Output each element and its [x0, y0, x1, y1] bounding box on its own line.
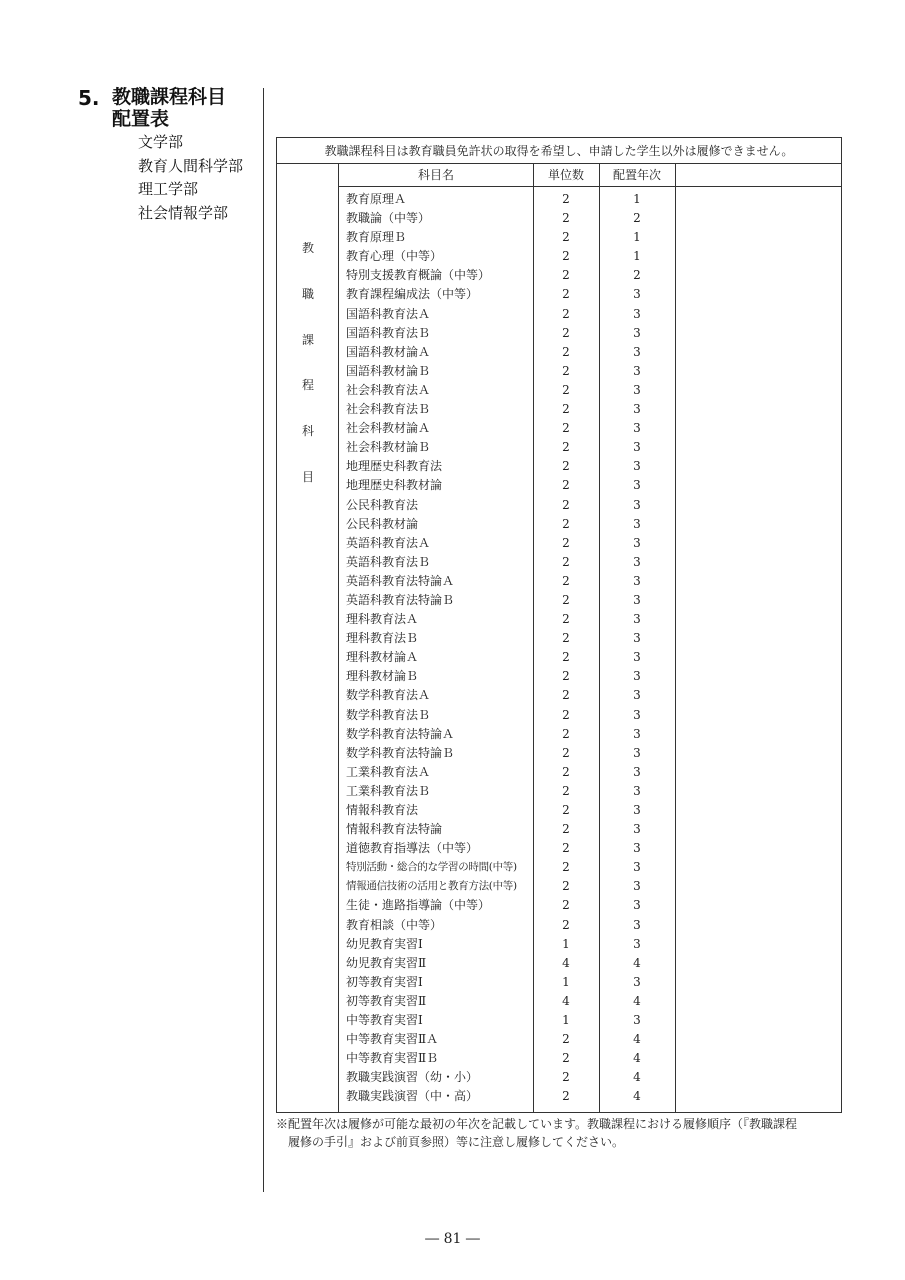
table-row: [339, 935, 841, 954]
table-row: [339, 839, 841, 858]
course-credits: 1: [562, 974, 570, 989]
course-year: 4: [633, 1089, 641, 1104]
course-name: 数学科教育法特論Ａ: [346, 726, 455, 741]
section-title: [112, 86, 226, 130]
table-notice: 教職課程科目は教育職員免許状の取得を希望し、申請した学生以外は履修できません。: [277, 138, 841, 164]
course-name: 道徳教育指導法（中等）: [346, 841, 479, 856]
course-year: 3: [633, 459, 641, 474]
course-table: [276, 137, 842, 1113]
course-name: 理科教材論Ａ: [346, 650, 419, 665]
table-row: [339, 992, 841, 1011]
course-name: 英語科教育法Ａ: [346, 535, 431, 550]
category-char: 職: [301, 287, 314, 301]
course-year: 3: [633, 822, 641, 837]
course-year: 3: [633, 554, 641, 569]
course-credits: 2: [562, 669, 570, 684]
table-row: [339, 305, 841, 324]
course-rows: [339, 190, 841, 1107]
table-row: [339, 858, 841, 877]
course-credits: 2: [562, 898, 570, 913]
course-name: 社会科教育法Ａ: [346, 382, 431, 397]
course-year: 1: [633, 230, 641, 245]
course-name: 理科教育法Ｂ: [346, 631, 419, 646]
course-credits: 2: [562, 211, 570, 226]
course-name: 工業科教育法Ａ: [346, 764, 431, 779]
table-row: [339, 324, 841, 343]
course-credits: 2: [562, 1051, 570, 1066]
course-year: 4: [633, 1032, 641, 1047]
course-name: 数学科教育法Ｂ: [346, 707, 431, 722]
course-name: 国語科教育法Ａ: [346, 306, 431, 321]
course-year: 3: [633, 898, 641, 913]
footnote-line1: ※配置年次は履修が可能な最初の年次を記載しています。教職課程における履修順序（『教職課程: [276, 1117, 798, 1131]
course-name: 特別支援教育概論（中等）: [346, 268, 491, 283]
course-year: 3: [633, 440, 641, 455]
course-name: 国語科教材論Ｂ: [346, 363, 431, 378]
course-name: 生徒・進路指導論（中等）: [346, 898, 491, 913]
course-year: 3: [633, 306, 641, 321]
course-credits: 2: [562, 650, 570, 665]
table-row: [339, 438, 841, 457]
course-credits: 2: [562, 478, 570, 493]
course-credits: 2: [562, 516, 570, 531]
table-row: [339, 247, 841, 266]
course-year: 3: [633, 573, 641, 588]
course-name: 情報科教育法: [346, 803, 419, 817]
course-year: 1: [633, 249, 641, 264]
category-char: 科: [301, 424, 314, 438]
course-credits: 2: [562, 230, 570, 245]
course-credits: 1: [562, 1013, 570, 1028]
course-year: 4: [633, 955, 641, 970]
course-credits: 2: [562, 535, 570, 550]
section-title-line1: 教職課程科目: [112, 86, 227, 108]
table-row: [339, 534, 841, 553]
course-credits: 2: [562, 287, 570, 302]
course-credits: 2: [562, 707, 570, 722]
course-name: 教職論（中等）: [346, 211, 431, 226]
table-row: [339, 285, 841, 304]
table-row: [339, 1030, 841, 1049]
header-year: 配置年次: [612, 168, 661, 182]
course-year: 3: [633, 1013, 641, 1028]
course-credits: 1: [562, 936, 570, 951]
table-row: [339, 457, 841, 476]
course-name: 社会科教材論Ｂ: [346, 440, 431, 455]
course-year: 3: [633, 287, 641, 302]
course-name: 理科教育法Ａ: [346, 612, 419, 627]
course-name: 幼児教育実習Ⅰ: [346, 936, 423, 951]
course-year: 3: [633, 363, 641, 378]
table-row: [339, 763, 841, 782]
table-row: [339, 1068, 841, 1087]
course-year: 3: [633, 497, 641, 512]
table-row: [339, 419, 841, 438]
table-row: [339, 1049, 841, 1068]
course-year: 3: [633, 974, 641, 989]
course-credits: 2: [562, 612, 570, 627]
faculty-item: 社会情報学部: [138, 203, 229, 222]
course-credits: 2: [562, 1070, 570, 1085]
course-name: 国語科教材論Ａ: [346, 344, 431, 359]
table-row: [339, 381, 841, 400]
course-year: 1: [633, 192, 641, 206]
table-row: [339, 1011, 841, 1030]
table-row: [339, 400, 841, 419]
course-credits: 2: [562, 382, 570, 397]
course-year: 3: [633, 421, 641, 436]
course-credits: 2: [562, 592, 570, 607]
table-row: [339, 209, 841, 228]
course-name: 教育相談（中等）: [346, 917, 443, 932]
course-credits: 4: [562, 955, 570, 970]
faculty-item: 教育人間科学部: [138, 156, 244, 175]
course-credits: 2: [562, 822, 570, 837]
course-year: 3: [633, 650, 641, 665]
course-name: 中等教育実習ⅡＢ: [346, 1051, 439, 1066]
table-row: [339, 496, 841, 515]
course-year: 2: [633, 268, 641, 283]
course-year: 3: [633, 325, 641, 340]
table-row: [339, 228, 841, 247]
course-year: 4: [633, 1051, 641, 1066]
course-credits: 2: [562, 688, 570, 703]
table-row: [339, 648, 841, 667]
category-char: 程: [301, 378, 314, 392]
course-name: 教育課程編成法（中等）: [346, 287, 479, 302]
course-year: 3: [633, 879, 641, 894]
course-name: 教育原理Ｂ: [346, 230, 407, 245]
category-char: 目: [301, 470, 314, 484]
course-year: 3: [633, 726, 641, 741]
header-course-name: 科目名: [417, 168, 454, 182]
category-char: 教: [301, 241, 314, 255]
course-credits: 2: [562, 1032, 570, 1047]
table-row: [339, 515, 841, 534]
faculty-list: [138, 131, 243, 225]
course-year: 3: [633, 535, 641, 550]
faculty-item: 理工学部: [138, 180, 199, 198]
page-number: ― 81 ―: [425, 1231, 480, 1247]
course-name: 地理歴史科教育法: [346, 459, 443, 474]
faculty-item: 文学部: [138, 133, 184, 151]
footnote-line2: 履修の手引』および前頁参照）等に注意し履修してください。: [288, 1135, 625, 1149]
table-row: [339, 706, 841, 725]
table-row: [339, 954, 841, 973]
course-name: 情報科教育法特論: [346, 822, 443, 837]
course-name: 英語科教育法特論Ｂ: [346, 592, 455, 607]
table-row: [339, 553, 841, 572]
header-credits: 単位数: [547, 168, 584, 182]
course-year: 3: [633, 612, 641, 627]
table-row: [339, 629, 841, 648]
course-credits: 2: [562, 631, 570, 646]
table-row: [339, 591, 841, 610]
course-credits: 2: [562, 554, 570, 569]
course-name: 国語科教育法Ｂ: [346, 325, 431, 340]
table-row: [339, 476, 841, 495]
course-year: 3: [633, 707, 641, 722]
table-row: [339, 686, 841, 705]
table-row: [339, 667, 841, 686]
table-row: [339, 725, 841, 744]
course-credits: 2: [562, 745, 570, 760]
course-name: 工業科教育法Ｂ: [346, 783, 431, 798]
course-name: 中等教育実習ⅡＡ: [346, 1032, 439, 1047]
course-name: 地理歴史科教材論: [346, 478, 443, 493]
course-credits: 2: [562, 1089, 570, 1104]
table-row: [339, 266, 841, 285]
table-row: [339, 1087, 841, 1106]
header-divider: [339, 186, 841, 187]
course-name: 英語科教育法Ｂ: [346, 554, 431, 569]
course-name: 特別活動・総合的な学習の時間(中等): [346, 861, 517, 874]
course-year: 3: [633, 382, 641, 397]
course-name: 教職実践演習（中・高）: [346, 1089, 479, 1104]
course-credits: 2: [562, 497, 570, 512]
course-year: 3: [633, 803, 641, 817]
course-name: 中等教育実習Ⅰ: [346, 1013, 423, 1028]
course-year: 4: [633, 1070, 641, 1085]
table-row: [339, 343, 841, 362]
course-credits: 2: [562, 783, 570, 798]
course-year: 3: [633, 841, 641, 856]
course-year: 3: [633, 669, 641, 684]
category-char: 課: [301, 333, 314, 347]
table-row: [339, 820, 841, 839]
course-year: 3: [633, 917, 641, 932]
course-name: 社会科教育法Ｂ: [346, 402, 431, 417]
course-credits: 2: [562, 421, 570, 436]
course-credits: 2: [562, 459, 570, 474]
course-name: 教育原理Ａ: [346, 192, 407, 206]
course-name: 数学科教育法Ａ: [346, 688, 431, 703]
course-year: 3: [633, 478, 641, 493]
course-year: 3: [633, 936, 641, 951]
course-name: 公民科教育法: [346, 497, 419, 512]
course-name: 数学科教育法特論Ｂ: [346, 745, 455, 760]
course-year: 3: [633, 631, 641, 646]
course-credits: 2: [562, 803, 570, 817]
course-year: 3: [633, 783, 641, 798]
table-row: [339, 973, 841, 992]
table-row: [339, 916, 841, 935]
course-year: 3: [633, 344, 641, 359]
table-row: [339, 572, 841, 591]
course-year: 3: [633, 860, 641, 875]
section-title-line2: 配置表: [112, 108, 170, 130]
course-credits: 2: [562, 306, 570, 321]
table-row: [339, 190, 841, 209]
course-credits: 2: [562, 440, 570, 455]
course-credits: 2: [562, 841, 570, 856]
course-name: 初等教育実習Ⅱ: [346, 993, 427, 1008]
course-year: 3: [633, 764, 641, 779]
course-year: 4: [633, 993, 641, 1008]
course-credits: 2: [562, 917, 570, 932]
course-name: 英語科教育法特論Ａ: [346, 573, 455, 588]
course-year: 3: [633, 745, 641, 760]
divider-vertical: [263, 88, 264, 1192]
course-year: 3: [633, 516, 641, 531]
table-row: [339, 362, 841, 381]
course-year: 3: [633, 402, 641, 417]
course-credits: 2: [562, 764, 570, 779]
course-credits: 2: [562, 344, 570, 359]
course-credits: 2: [562, 192, 570, 206]
course-name: 教育心理（中等）: [346, 249, 443, 264]
course-credits: 2: [562, 325, 570, 340]
course-credits: 2: [562, 363, 570, 378]
course-year: 2: [633, 211, 641, 226]
table-row: [339, 782, 841, 801]
course-credits: 2: [562, 402, 570, 417]
table-row: [339, 896, 841, 915]
course-credits: 2: [562, 249, 570, 264]
course-year: 3: [633, 688, 641, 703]
course-name: 理科教材論Ｂ: [346, 669, 419, 684]
course-name: 情報通信技術の活用と教育方法(中等): [346, 880, 517, 893]
course-year: 3: [633, 592, 641, 607]
course-credits: 4: [562, 993, 570, 1008]
course-credits: 2: [562, 268, 570, 283]
course-name: 教職実践演習（幼・小）: [346, 1070, 479, 1085]
course-name: 幼児教育実習Ⅱ: [346, 955, 427, 970]
course-name: 初等教育実習Ⅰ: [346, 974, 423, 989]
category-column: [277, 164, 339, 1112]
table-row: [339, 801, 841, 820]
course-credits: 2: [562, 726, 570, 741]
table-row: [339, 610, 841, 629]
course-credits: 2: [562, 573, 570, 588]
table-row: [339, 877, 841, 896]
table-row: [339, 744, 841, 763]
footnote: [276, 1115, 856, 1151]
course-credits: 2: [562, 879, 570, 894]
section-number: 5.: [78, 86, 100, 110]
course-credits: 2: [562, 860, 570, 875]
course-name: 公民科教材論: [346, 516, 419, 531]
course-name: 社会科教材論Ａ: [346, 421, 431, 436]
